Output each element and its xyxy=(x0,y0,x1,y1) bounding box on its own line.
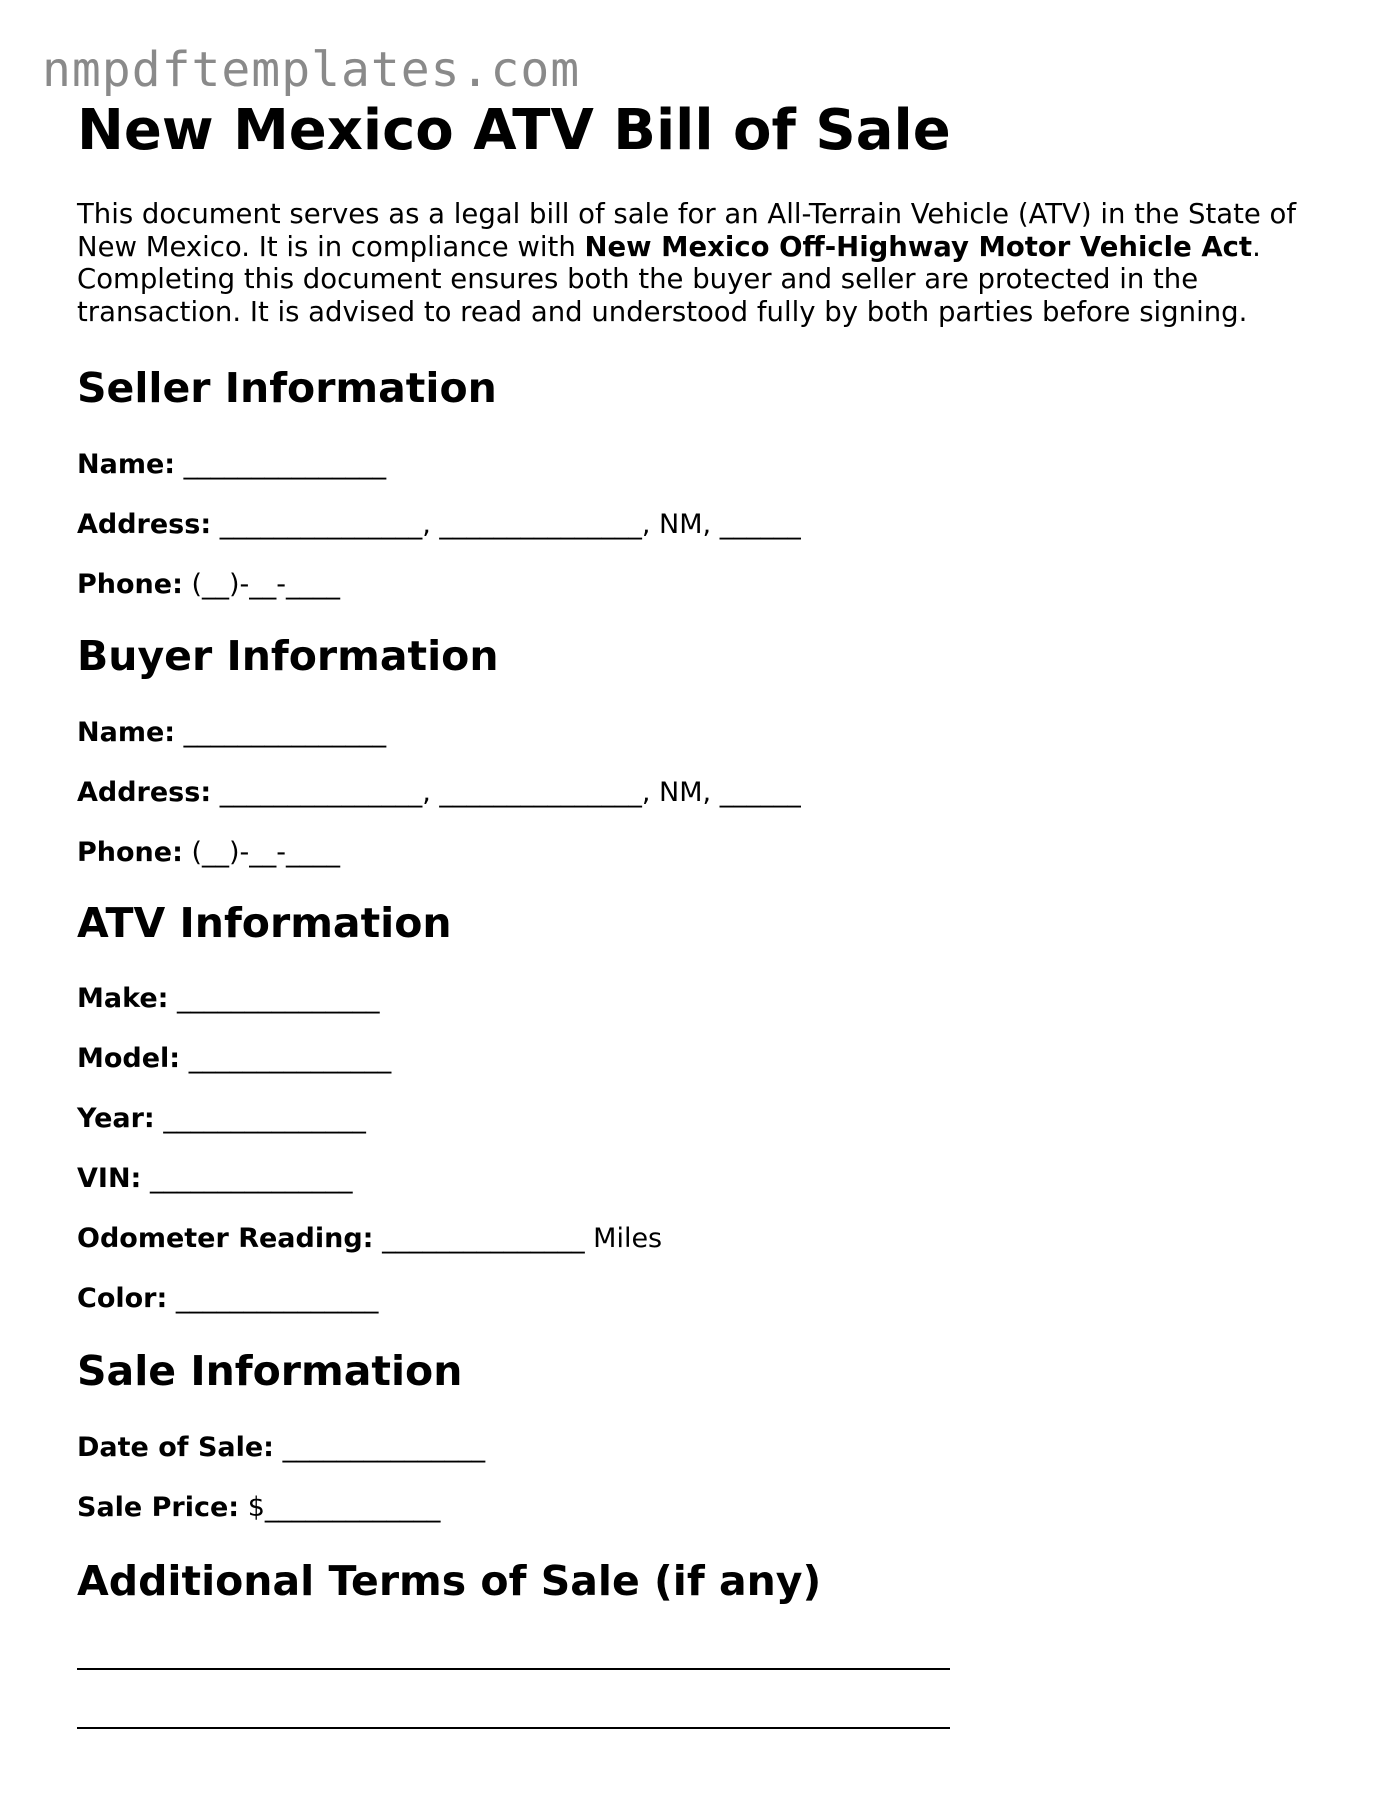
seller-phone-blank[interactable]: (__)-__-____ xyxy=(191,569,341,600)
buyer-address-field[interactable] xyxy=(77,779,801,806)
intro-text-1: This document serves as a legal bill of sale for an All-Terrain Vehicle (ATV) in the State of New Mexico. It is in compliance with xyxy=(77,198,1297,263)
buyer-address-label: Address: xyxy=(77,777,212,808)
seller-name-blank[interactable]: _______________ xyxy=(183,449,387,480)
buyer-phone-label: Phone: xyxy=(77,837,183,868)
atv-vin-field[interactable] xyxy=(77,1165,352,1192)
atv-make-blank[interactable]: _______________ xyxy=(177,983,380,1014)
sale-heading: Sale Information xyxy=(77,1347,463,1395)
atv-make-label: Make: xyxy=(77,983,169,1014)
buyer-name-label: Name: xyxy=(77,717,176,748)
atv-make-field[interactable] xyxy=(77,985,380,1012)
seller-name-label: Name: xyxy=(77,449,176,480)
atv-model-label: Model: xyxy=(77,1043,181,1074)
terms-heading: Additional Terms of Sale (if any) xyxy=(77,1557,822,1605)
seller-name-field[interactable] xyxy=(77,451,386,478)
atv-odometer-label: Odometer Reading: xyxy=(77,1223,374,1254)
atv-odometer-field[interactable] xyxy=(77,1225,662,1252)
buyer-heading: Buyer Information xyxy=(77,632,499,680)
buyer-address-blank[interactable]: _______________, _______________, NM, ______ xyxy=(219,777,801,808)
terms-line-1[interactable] xyxy=(77,1668,950,1670)
intro-act-name: New Mexico Off-Highway Motor Vehicle Act xyxy=(584,230,1253,263)
document-title: New Mexico ATV Bill of Sale xyxy=(77,98,951,163)
seller-address-label: Address: xyxy=(77,509,212,540)
sale-date-field[interactable] xyxy=(77,1434,485,1461)
atv-year-label: Year: xyxy=(77,1103,155,1134)
buyer-name-blank[interactable]: _______________ xyxy=(183,717,387,748)
atv-heading: ATV Information xyxy=(77,899,452,947)
intro-paragraph xyxy=(77,198,1317,328)
atv-color-label: Color: xyxy=(77,1283,168,1314)
atv-odometer-blank[interactable]: _______________ Miles xyxy=(382,1223,663,1254)
watermark: nmpdftemplates.com xyxy=(42,42,581,98)
atv-color-blank[interactable]: _______________ xyxy=(175,1283,379,1314)
buyer-phone-blank[interactable]: (__)-__-____ xyxy=(191,837,341,868)
seller-heading: Seller Information xyxy=(77,364,497,412)
atv-year-field[interactable] xyxy=(77,1105,366,1132)
buyer-name-field[interactable] xyxy=(77,719,386,746)
atv-model-blank[interactable]: _______________ xyxy=(188,1043,392,1074)
sale-date-blank[interactable]: _______________ xyxy=(282,1432,486,1463)
sale-price-label: Sale Price: xyxy=(77,1492,240,1523)
terms-line-2[interactable] xyxy=(77,1727,950,1729)
seller-phone-label: Phone: xyxy=(77,569,183,600)
buyer-phone-field[interactable] xyxy=(77,839,340,866)
atv-vin-blank[interactable]: _______________ xyxy=(149,1163,353,1194)
sale-date-label: Date of Sale: xyxy=(77,1432,274,1463)
atv-year-blank[interactable]: _______________ xyxy=(163,1103,366,1134)
atv-model-field[interactable] xyxy=(77,1045,391,1072)
sale-price-blank[interactable]: $_____________ xyxy=(247,1492,441,1523)
atv-vin-label: VIN: xyxy=(77,1163,142,1194)
atv-color-field[interactable] xyxy=(77,1285,378,1312)
intro-text-2: . Completing this document ensures both the buyer and seller are protected in the transaction. It is advised to read and understood fully by both parties before signing. xyxy=(77,230,1261,328)
seller-address-blank[interactable]: _______________, _______________, NM, ______ xyxy=(219,509,801,540)
seller-address-field[interactable] xyxy=(77,511,801,538)
sale-price-field[interactable] xyxy=(77,1494,440,1521)
seller-phone-field[interactable] xyxy=(77,571,340,598)
